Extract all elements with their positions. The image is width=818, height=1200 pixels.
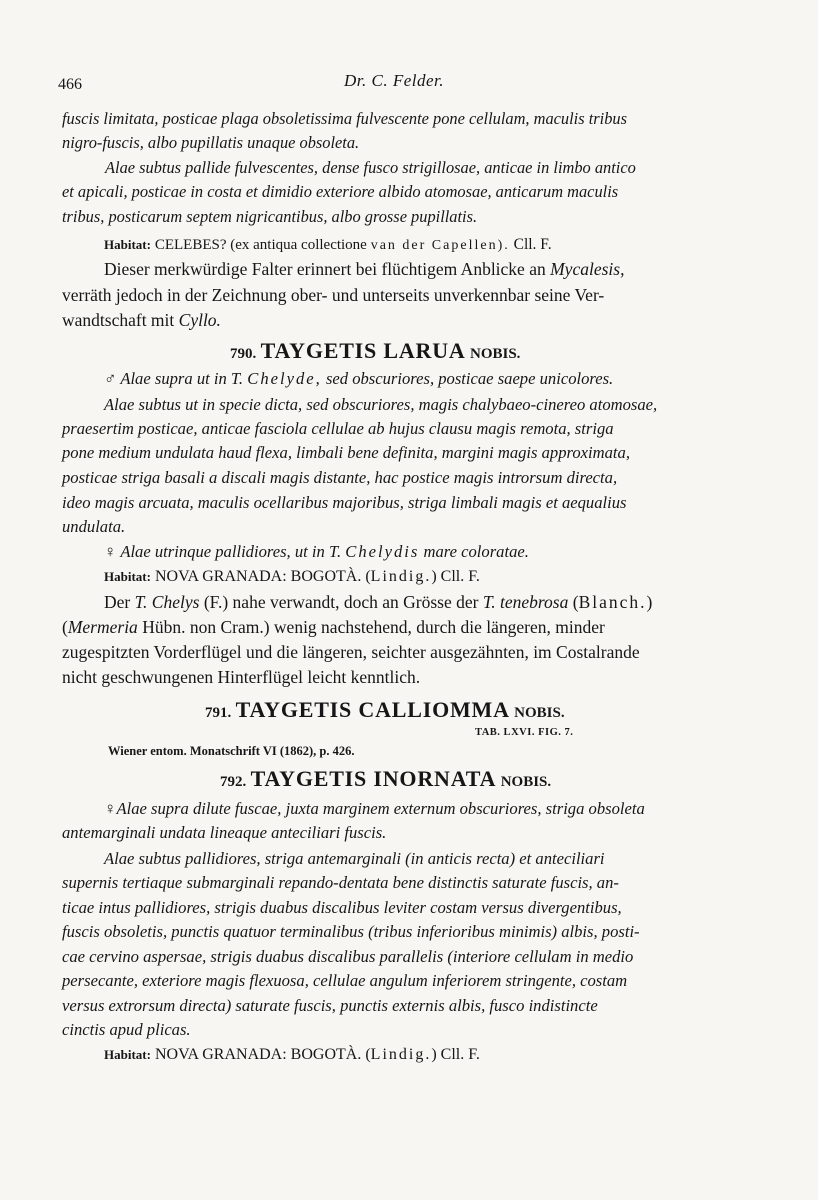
habitat-text: NOVA GRANADA: BOGOTÀ. ( xyxy=(154,568,371,585)
entry-nobis: NOBIS. xyxy=(500,774,552,790)
page-number: 466 xyxy=(58,76,82,93)
text-line: versus extrorsum directa) saturate fuscis, punctis externis albis, fusco indistincte xyxy=(62,996,598,1015)
entry-title: TAYGETIS LARUA xyxy=(260,338,466,363)
entry-title: TAYGETIS INORNATA xyxy=(250,766,497,791)
genus-name: Mermeria xyxy=(67,617,138,637)
text-span: Hübn. non Cram.) wenig nachstehend, durch die längeren, minder xyxy=(142,617,605,637)
female-symbol: ♀ xyxy=(104,542,117,561)
text-line xyxy=(104,591,652,613)
text-line: persecante, exteriore magis flexuosa, cellulae angulum inferiorem stringente, costam xyxy=(62,971,628,990)
entry-number: 790. xyxy=(230,346,257,362)
text-line: Alae subtus ut in specie dicta, sed obscuriores, magis chalybaeo-cinereo atomosae, xyxy=(104,395,658,414)
text-line: cinctis apud plicas. xyxy=(62,1020,191,1039)
habitat-collector: Lindig. xyxy=(370,1046,432,1063)
entry-heading xyxy=(205,699,565,724)
entry-number: 792. xyxy=(220,774,247,790)
habitat-end: ) Cll. F. xyxy=(431,568,480,585)
habitat-collector: van der Capellen). xyxy=(370,238,510,253)
text-line xyxy=(104,258,624,280)
habitat-line xyxy=(104,1044,480,1066)
text-line: Alae subtus pallide fulvescentes, dense fusco strigillosae, anticae in limbo antico xyxy=(105,158,636,177)
text-line: verräth jedoch in der Zeichnung ober- und unterseits unverkennbar seine Ver- xyxy=(62,285,605,305)
text-line: pone medium undulata haud flexa, limbali bene definita, margini magis approximata, xyxy=(62,443,630,462)
species-name: Chelyde, xyxy=(247,369,322,388)
entry-heading xyxy=(230,340,520,365)
text-line: tribus, posticarum septem nigricantibus, albo grosse pupillatis. xyxy=(62,207,478,226)
entry-heading xyxy=(220,768,551,793)
text-line: fuscis limitata, posticae plaga obsoletissima fulvescente pone cellulam, maculis tribus xyxy=(62,109,627,128)
entry-nobis: NOBIS. xyxy=(514,705,565,721)
text-line: posticae striga basali a discali magis distante, hac postice magis introrsum directa, xyxy=(62,468,618,487)
habitat-text: NOVA GRANADA: BOGOTÀ. ( xyxy=(154,1046,371,1063)
entry-title: TAYGETIS CALLIOMMA xyxy=(235,697,510,722)
female-symbol: ♀ xyxy=(104,799,117,818)
habitat-line xyxy=(104,566,480,588)
plate-reference: TAB. LXVI. FIG. 7. xyxy=(475,727,574,738)
entry-number: 791. xyxy=(205,705,232,721)
text-line xyxy=(62,616,605,638)
note-text: wandtschaft mit xyxy=(62,310,175,330)
text-line: ideo magis arcuata, maculis ocellaribus majoribus, striga limbali magis et aequalius xyxy=(62,493,627,512)
habitat-end: Cll. F. xyxy=(513,236,552,253)
text-line: cae cervino aspersae, strigis duabus discalibus parallelis (interiore cellulam in medio xyxy=(62,947,634,966)
text-line: Alae subtus pallidiores, striga antemarginali (in anticis recta) et anteciliari xyxy=(104,849,605,868)
text-span: Alae utrinque pallidiores, ut in T. xyxy=(120,542,342,561)
entry-nobis: NOBIS. xyxy=(469,346,521,362)
text-line xyxy=(104,368,613,390)
text-line: et apicali, posticae in costa et dimidio exteriore albido atomosae, anticarum maculis xyxy=(62,182,619,201)
text-span: mare coloratae. xyxy=(423,542,529,561)
citation: Wiener entom. Monatschrift VI (1862), p. 426. xyxy=(108,744,355,758)
habitat-end: ) Cll. F. xyxy=(431,1046,480,1063)
habitat-line xyxy=(104,234,552,257)
text-line: nicht geschwungenen Hinterflügel leicht kenntlich. xyxy=(62,667,421,687)
male-symbol: ♂ xyxy=(104,369,117,388)
habitat-label: Habitat: xyxy=(104,569,151,584)
habitat-text: CELEBES? (ex antiqua collectione xyxy=(154,237,367,253)
text-line xyxy=(104,798,645,820)
text-line: fuscis obsoletis, punctis quatuor terminalibus (tribus inferioribus minimis) albis, posti- xyxy=(62,922,640,941)
text-span: ) xyxy=(646,592,653,612)
text-line: zugespitzten Vorderflügel und die längeren, seichter ausgezähnten, im Costalrande xyxy=(62,642,640,662)
author-name: Blanch. xyxy=(578,592,647,612)
text-span: sed obscuriores, posticae saepe unicolores. xyxy=(325,369,614,388)
text-span: Der xyxy=(104,592,131,612)
species-name: Chelydis xyxy=(345,542,420,561)
note-text: Dieser merkwürdige Falter erinnert bei flüchtigem Anblicke an xyxy=(104,259,546,279)
text-span: Alae supra ut in T. xyxy=(120,369,244,388)
text-line: supernis tertiaque submarginali repando-dentata bene distinctis saturate fuscis, an- xyxy=(62,873,619,892)
text-line: undulata. xyxy=(62,517,126,536)
text-span: (F.) nahe verwandt, doch an Grösse der xyxy=(203,592,479,612)
genus-name: Mycalesis, xyxy=(550,259,625,279)
habitat-label: Habitat: xyxy=(104,1047,151,1062)
text-line: praesertim posticae, anticae fasciola cellulae ab hujus clausu magis remota, striga xyxy=(62,419,614,438)
text-span: Alae supra dilute fuscae, juxta marginem externum obscuriores, striga obsoleta xyxy=(116,799,645,818)
running-title: Dr. C. Felder. xyxy=(344,71,445,90)
species-name: T. tenebrosa xyxy=(482,592,569,612)
habitat-label: Habitat: xyxy=(104,237,151,252)
text-line: ticae intus pallidiores, strigis duabus discalibus leviter costam versus divergentibus, xyxy=(62,898,622,917)
text-span: ( xyxy=(62,617,68,637)
text-line: antemarginali undata lineaque anteciliari fuscis. xyxy=(62,823,387,842)
text-line: nigro-fuscis, albo pupillatis unaque obsoleta. xyxy=(62,133,360,152)
text-span: ( xyxy=(572,592,579,612)
text-line xyxy=(62,309,221,331)
species-name: T. Chelys xyxy=(134,592,200,612)
habitat-collector: Lindig. xyxy=(370,568,432,585)
text-line xyxy=(104,541,529,563)
genus-name: Cyllo. xyxy=(178,310,221,330)
